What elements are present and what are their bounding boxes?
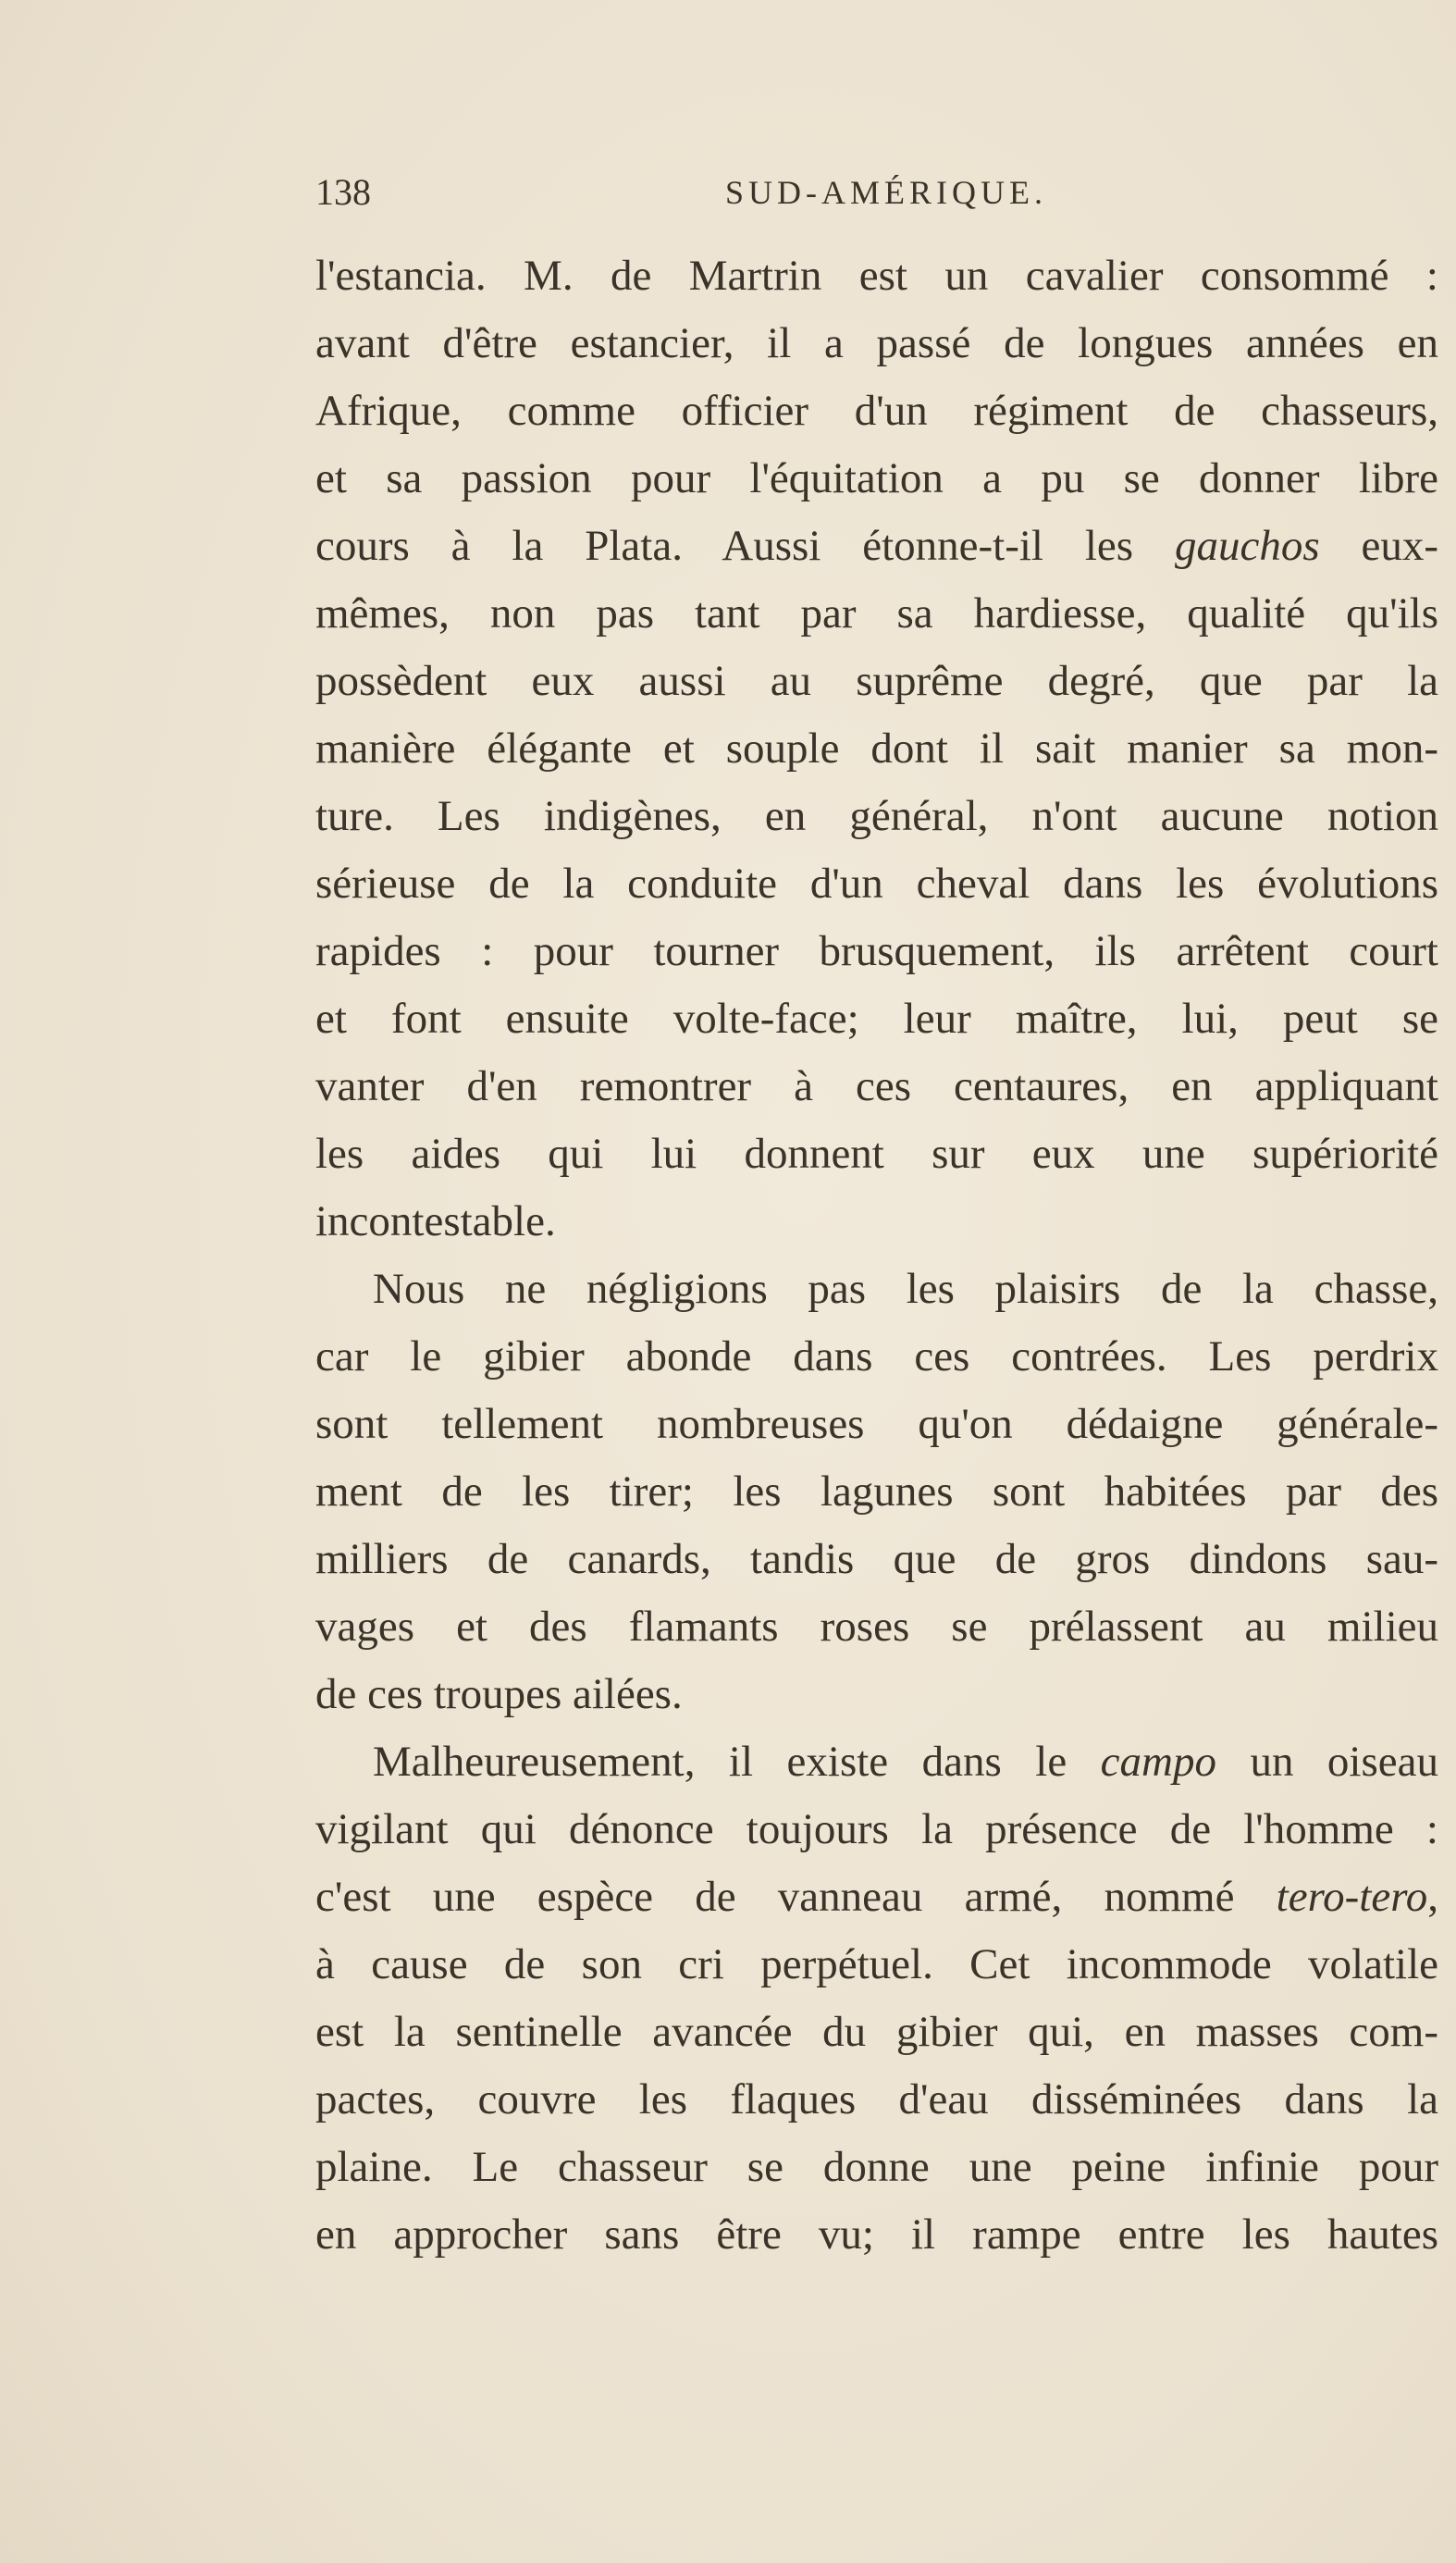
text-line: [315, 1526, 1438, 1593]
text-line: [315, 1796, 1438, 1863]
text-segment: un oiseau: [1215, 1738, 1438, 1786]
text-segment: et font ensuite volte-face; leur maître, lui, peut se: [315, 995, 1438, 1043]
text-line: [315, 648, 1438, 715]
text-line: [315, 580, 1438, 648]
text-line: [315, 1863, 1438, 1931]
text-segment: Nous ne négligions pas les plaisirs de la chasse,: [373, 1265, 1438, 1313]
text-line: [315, 1458, 1438, 1526]
text-line: [315, 850, 1438, 918]
text-segment: l'estancia. M. de Martrin est un cavalier consommé :: [315, 252, 1438, 300]
text-segment: cours à la Plata. Aussi étonne-t-il les: [315, 522, 1175, 570]
body-text: [315, 242, 1438, 2269]
text-segment: sont tellement nombreuses qu'on dédaigne générale-: [315, 1400, 1438, 1448]
text-line: [315, 1661, 1438, 1728]
text-line: [315, 985, 1438, 1053]
text-line: [315, 310, 1438, 378]
text-line: [315, 918, 1438, 985]
text-line: [315, 2066, 1438, 2134]
text-segment: est la sentinelle avancée du gibier qui, en masses com-: [315, 2008, 1438, 2056]
text-line: [315, 1931, 1438, 1999]
text-segment: vigilant qui dénonce toujours la présence de l'homme :: [315, 1805, 1438, 1853]
text-line: [315, 783, 1438, 850]
text-segment: vages et des flamants roses se prélassent au milieu: [315, 1603, 1438, 1651]
text-line: [315, 378, 1438, 445]
text-line: [315, 1728, 1438, 1796]
text-segment: ment de les tirer; les lagunes sont habitées par des: [315, 1467, 1438, 1516]
text-segment: c'est une espèce de vanneau armé, nommé: [315, 1873, 1277, 1921]
text-line: [315, 513, 1438, 580]
text-segment: et sa passion pour l'équitation a pu se donner libre: [315, 454, 1438, 502]
italic-term: gauchos: [1174, 522, 1320, 570]
text-segment: possèdent eux aussi au suprême degré, que par la: [315, 657, 1438, 705]
text-segment: en approcher sans être vu; il rampe entre les hautes: [315, 2210, 1438, 2259]
text-segment: eux-: [1319, 522, 1439, 570]
italic-term: campo: [1100, 1738, 1216, 1786]
text-segment: incontestable.: [315, 1197, 556, 1245]
text-line: [315, 1188, 1438, 1256]
text-segment: milliers de canards, tandis que de gros dindons sau-: [315, 1535, 1438, 1583]
text-segment: sérieuse de la conduite d'un cheval dans les évolutions: [315, 860, 1438, 908]
text-line: [315, 715, 1438, 783]
text-line: [315, 1999, 1438, 2066]
text-line: [315, 1593, 1438, 1661]
text-segment: rapides : pour tourner brusquement, ils arrêtent court: [315, 927, 1438, 975]
text-segment: à cause de son cri perpétuel. Cet incommode volatile: [315, 1940, 1438, 1988]
text-line: [315, 1391, 1438, 1458]
text-segment: manière élégante et souple dont il sait manier sa mon-: [315, 724, 1438, 773]
text-segment: avant d'être estancier, il a passé de longues années en: [315, 319, 1438, 367]
text-segment: pactes, couvre les flaques d'eau disséminées dans la: [315, 2075, 1438, 2123]
text-line: [315, 1256, 1438, 1323]
text-line: [315, 1323, 1438, 1391]
page-number: 138: [315, 171, 371, 213]
text-segment: car le gibier abonde dans ces contrées. Les perdrix: [315, 1332, 1438, 1381]
text-line: [315, 2201, 1438, 2269]
text-segment: mêmes, non pas tant par sa hardiesse, qualité qu'ils: [315, 589, 1438, 638]
text-segment: Afrique, comme officier d'un régiment de chasseurs,: [315, 387, 1438, 435]
italic-term: tero-tero: [1276, 1873, 1428, 1921]
text-segment: les aides qui lui donnent sur eux une supériorité: [315, 1130, 1438, 1178]
running-title: SUD-AMÉRIQUE.: [725, 174, 1047, 211]
text-line: [315, 2134, 1438, 2201]
text-line: [315, 1121, 1438, 1188]
text-segment: vanter d'en remontrer à ces centaures, en appliquant: [315, 1062, 1438, 1110]
text-line: [315, 242, 1438, 310]
text-segment: plaine. Le chasseur se donne une peine infinie pour: [315, 2143, 1438, 2191]
text-segment: Malheureusement, il existe dans le: [373, 1738, 1101, 1786]
text-segment: de ces troupes ailées.: [315, 1670, 683, 1718]
page-header: [315, 167, 1438, 218]
text-segment: ture. Les indigènes, en général, n'ont aucune notion: [315, 792, 1438, 840]
text-line: [315, 1053, 1438, 1121]
text-line: [315, 445, 1438, 513]
text-segment: ,: [1427, 1873, 1438, 1921]
